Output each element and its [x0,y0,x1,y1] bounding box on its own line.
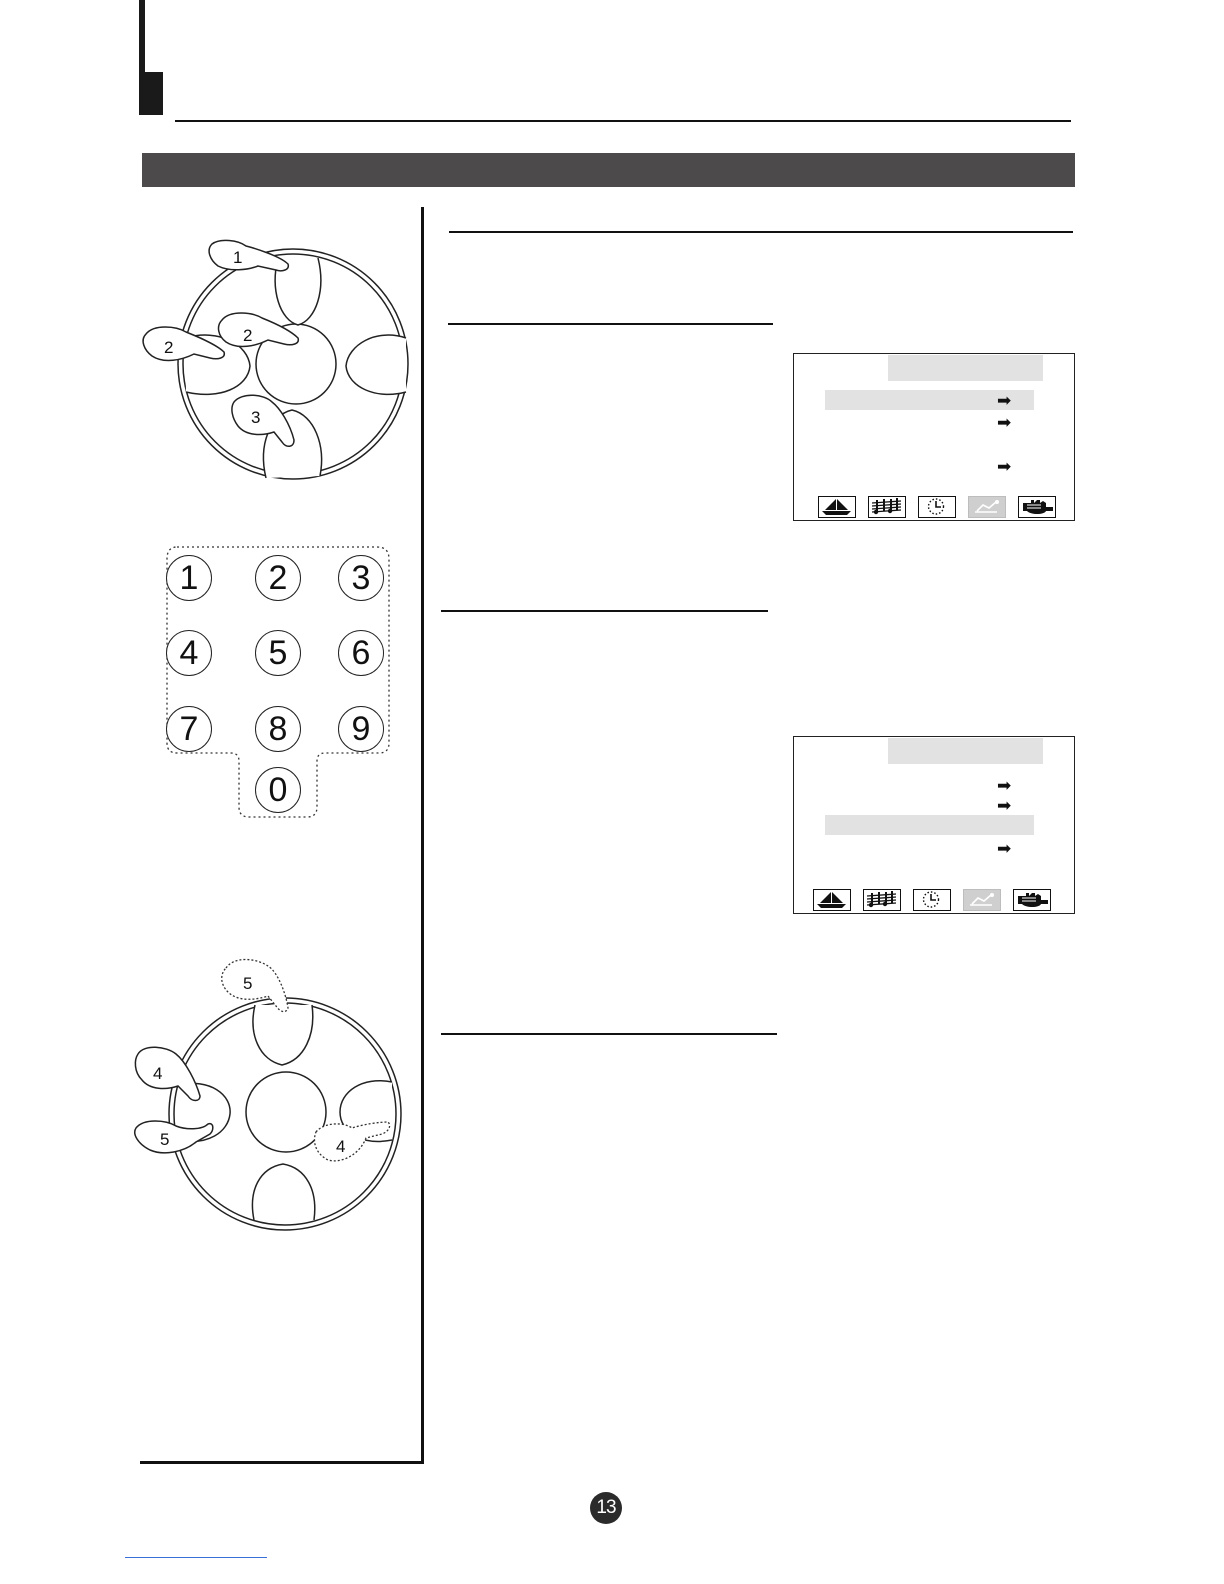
music-notes-icon[interactable] [863,889,901,911]
right-arrow-icon: ➡ [997,839,1012,858]
key-2[interactable]: 2 [255,555,301,601]
remote-diagram-top [130,230,420,500]
subsection-rule-2 [441,610,768,612]
column-divider [421,207,424,1464]
right-arrow-icon: ➡ [997,457,1012,476]
finger-label: 4 [153,1064,163,1083]
hand-icon[interactable] [1018,496,1056,518]
key-8[interactable]: 8 [255,706,301,752]
page-tab-block [139,72,163,115]
finger-label: 5 [160,1130,170,1149]
header-rule [175,120,1071,122]
remote-navigation-illustration-bottom [130,950,420,1240]
subsection-rule-3 [441,1033,777,1035]
remote-diagram-bottom [130,950,420,1240]
key-1[interactable]: 1 [166,555,212,601]
right-arrow-icon: ➡ [997,796,1012,815]
boat-icon[interactable] [813,889,851,911]
finger-label: 1 [233,248,243,267]
osd-title-bar [888,738,1043,764]
music-notes-icon[interactable] [868,496,906,518]
footer-link-underline [125,1557,267,1558]
finger-label: 3 [251,408,261,427]
column-divider-bottom [140,1461,424,1464]
subsection-rule-1 [448,323,773,325]
key-5[interactable]: 5 [255,630,301,676]
right-arrow-icon: ➡ [997,776,1012,795]
osd-icon-row [818,496,1063,520]
finger-label: 2 [243,326,253,345]
osd-menu-setup-2 [793,736,1075,914]
section-title-band [142,153,1075,187]
clock-icon[interactable] [913,889,951,911]
finger-label: 2 [164,338,174,357]
osd-title-bar [888,355,1043,381]
osd-menu-setup-1 [793,353,1075,521]
page-number: 13 [590,1492,622,1524]
osd-icon-row [813,889,1058,913]
key-6[interactable]: 6 [338,630,384,676]
setup-icon[interactable] [968,496,1006,518]
key-9[interactable]: 9 [338,706,384,752]
key-4[interactable]: 4 [166,630,212,676]
clock-icon[interactable] [918,496,956,518]
finger-label: 5 [243,974,253,993]
key-0[interactable]: 0 [255,767,301,813]
setup-icon[interactable] [963,889,1001,911]
key-3[interactable]: 3 [338,555,384,601]
osd-highlight-row[interactable] [825,815,1034,835]
right-arrow-icon: ➡ [997,413,1012,432]
key-7[interactable]: 7 [166,706,212,752]
finger-label: 4 [336,1137,346,1156]
remote-navigation-illustration-top [130,230,420,500]
boat-icon[interactable] [818,496,856,518]
hand-icon[interactable] [1013,889,1051,911]
section-rule-main [449,231,1073,233]
right-arrow-icon: ➡ [997,391,1012,410]
